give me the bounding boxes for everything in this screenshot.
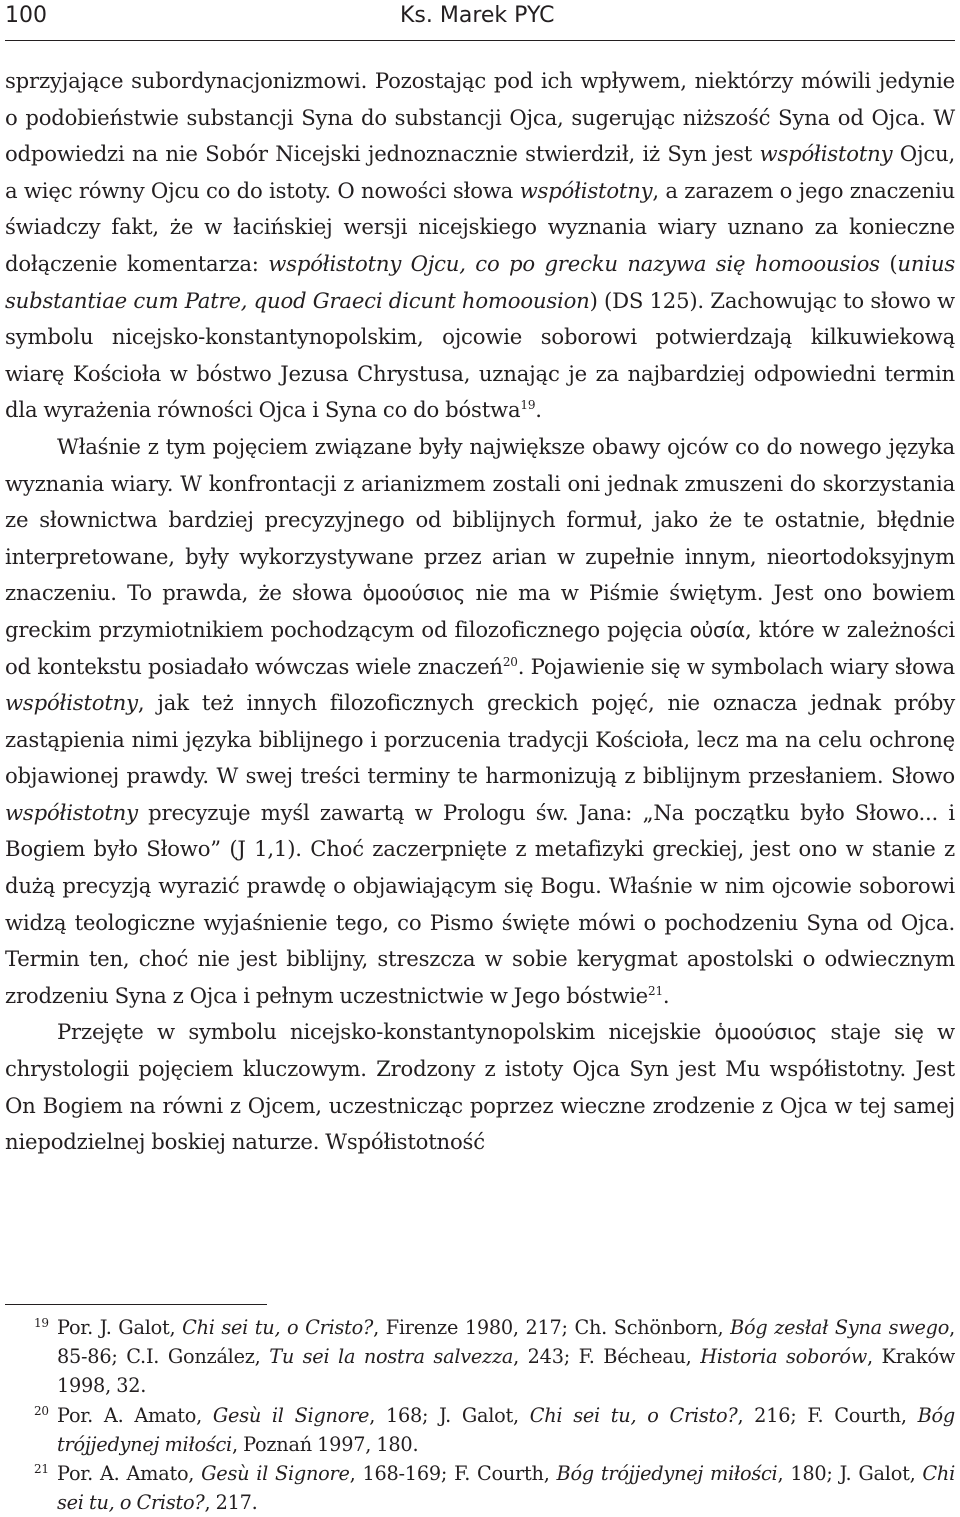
header-rule: [5, 40, 955, 41]
footnote-ref-21: 21: [648, 983, 663, 998]
paragraph-3: Przejęte w symbolu nicejsko-konstantynopolskim nicejskie ὁμοούσιος staje się w chrystologii pojęciem kluczowym. Zrodzony z istoty Ojca Syn jest Mu współistotny. Jest On Bogiem na równi z Ojcem, uczestnicząc poprzez wieczne zrodzenie z Ojca w tej samej niepodzielnej boskiej naturze. Współistotność: [5, 1019, 955, 1155]
footnote-ref-19: 19: [520, 398, 536, 413]
page-header: [5, 0, 955, 40]
main-text: [5, 63, 955, 1161]
page-number: 100: [5, 3, 47, 28]
footnote-rule: [5, 1304, 267, 1305]
footnote-number: 20: [34, 1403, 49, 1418]
paragraph-2: Właśnie z tym pojęciem związane były największe obawy ojców co do nowego języka wyznania wiary. W konfrontacji z arianizmem zostali oni jednak zmuszeni do skorzystania ze słownictwa bardziej precyzyjnego od biblijnych formuł, jako że te ostatnie, błędnie interpretowane, były wykorzystywane przez arian w zupełnie innym, nieortodoksyjnym znaczeniu. To prawda, że słowa ὁμοούσιος nie ma w Piśmie świętym. Jest ono bowiem greckim przymiotnikiem pochodzącym od filozoficznego pojęcia οὐσία, które w zależności od kontekstu posiadało wówczas wiele znaczeń$^{20}$. Pojawienie się w symbolach wiary słowa współistotny, jak też innych filozoficznych greckich pojęć, nie oznacza jednak próby zastąpienia nimi języka biblijnego i porzucenia tradycji Kościoła, lecz ma na celu ochronę objawionej prawdy. W swej treści terminy te harmonizują z biblijnym przesłaniem. Słowo współistotny precyzuje myśl zawartą w Prologu św. Jana: „Na początku było Słowo... i Bogiem było Słowo” (J 1,1). Choć zaczerpnięte z metafizyki greckiej, jest ono w stanie z dużą precyzją wyrazić prawdę o objawiającym się Bogu. Właśnie w nim ojcowie soborowi widzą teologiczne wyjaśnienie tego, co Pismo święte mówi o pochodzeniu Syna od Ojca. Termin ten, choć nie jest biblijny, streszcza w sobie kerygmat apostolski o odwiecznym zrodzeniu Syna z Ojca i pełnym uczestnictwie w Jego bóstwie$^{21}$.: [5, 433, 955, 1008]
paragraph-1: sprzyjające subordynacjonizmowi. Pozostając pod ich wpływem, niektórzy mówili jedynie o podobieństwie substancji Syna do substancji Ojca, sugerując niższość Syna od Ojca. W odpowiedzi na nie Sobór Nicejski jednoznacznie stwierdził, iż Syn jest współistotny Ojcu, a więc równy Ojcu co do istoty. O nowości słowa współistotny, a zarazem o jego znaczeniu świadczy fakt, że w łacińskiej wersji nicejskiego wyznania wiary uznano za konieczne dołączenie komentarza: współistotny Ojcu, co po grecku nazywa się homoousios (unius substantiae cum Patre, quod Graeci dicunt homoousion) (DS 125). Zachowując to słowo w symbolu nicejsko-konstantynopolskim, ojcowie soborowi potwierdzają kilkuwiekową wiarę Kościoła w bóstwo Jezusa Chrystusa, uznając je za najbardziej odpowiedni termin dla wyrażenia równości Ojca i Syna co do bóstwa$^{19}$.: [5, 68, 956, 423]
footnotes: [5, 1313, 955, 1517]
footnote-19: 19 Por. J. Galot, Chi sei tu, o Cristo?, Firenze 1980, 217; Ch. Schönborn, Bóg zesłał Syna swego, 85-86; C.I. González, Tu sei la nostra salvezza, 243; F. Bécheau, Historia soborów, Kraków 1998, 32.: [5, 1313, 955, 1401]
footnote-ref-20: 20: [502, 654, 518, 669]
footnote-20: 20 Por. A. Amato, Gesù il Signore, 168; J. Galot, Chi sei tu, o Cristo?, 216; F. Courth, Bóg trójjedynej miłości, Poznań 1997, 180.: [5, 1401, 955, 1459]
footnote-number: 21: [34, 1462, 49, 1477]
footnote-21: 21 Por. A. Amato, Gesù il Signore, 168-169; F. Courth, Bóg trójjedynej miłości, 180; J. Galot, Chi sei tu, o Cristo?, 217.: [5, 1459, 955, 1517]
running-head: Ks. Marek PYC: [400, 3, 555, 28]
footnote-number: 19: [34, 1316, 49, 1330]
